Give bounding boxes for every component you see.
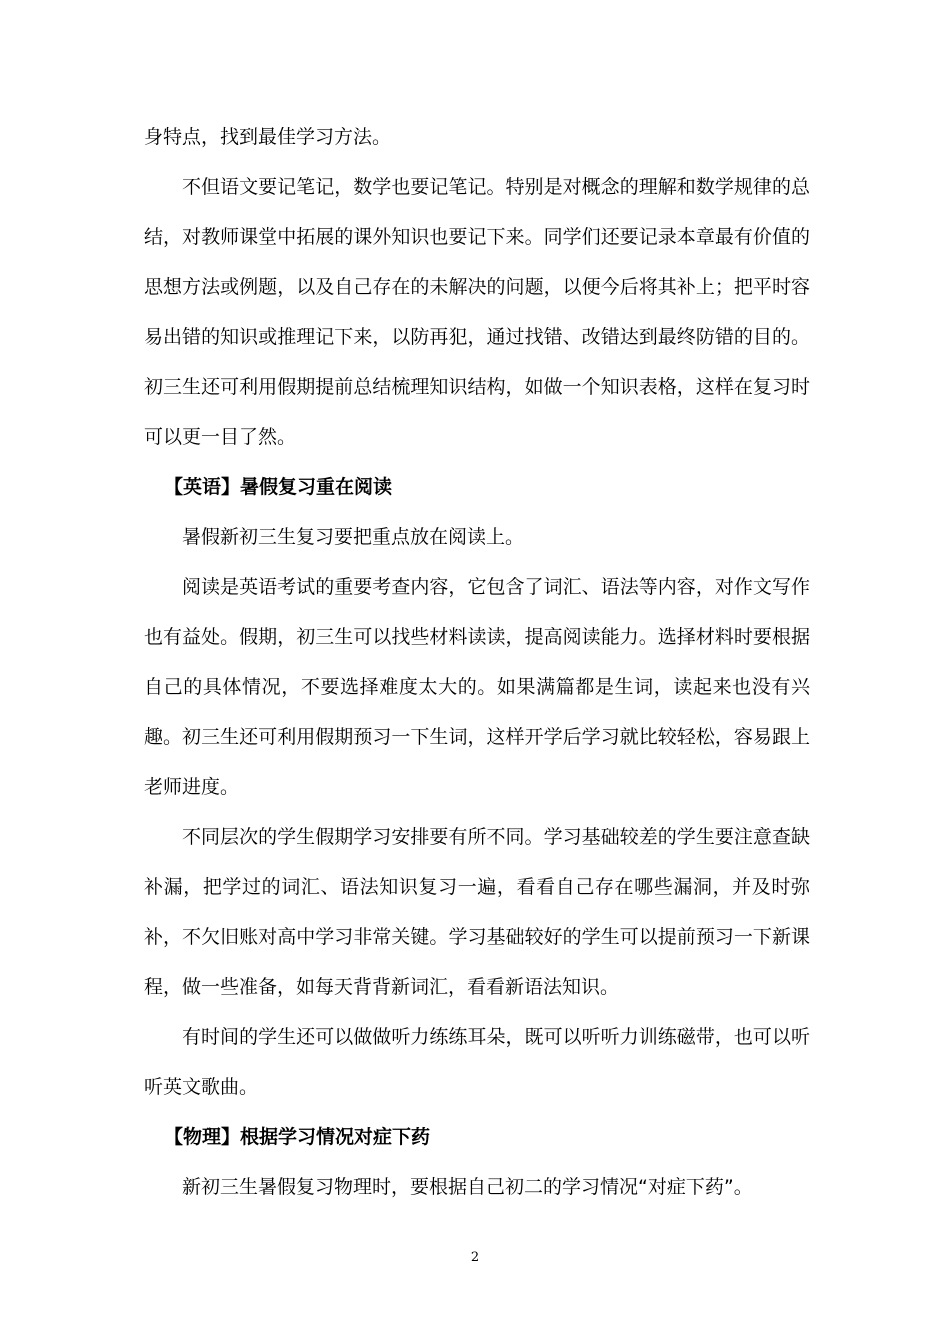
paragraph-1: 身特点，找到最佳学习方法。 xyxy=(144,126,392,148)
paragraph-4: 阅读是英语考试的重要考查内容，它包含了词汇、语法等内容，对作文写作也有益处。假期，初三生可以找些材料读读，提高阅读能力。选择材料时要根据自己的具体情况，不要选择难度太大的。如果满篇都是生词，读起来也没有兴趣。初三生还可利用假期预习一下生词，这样开学后学习就比较轻松，容易跟上老师进度。 xyxy=(144,576,810,798)
paragraph-7: 新初三生暑假复习物理时，要根据自己初二的学习情况“对症下药”。 xyxy=(182,1176,753,1198)
section-heading-physics: 【物理】根据学习情况对症下药 xyxy=(164,1126,431,1148)
paragraph-2: 不但语文要记笔记，数学也要记笔记。特别是对概念的理解和数学规律的总结，对教师课堂中拓展的课外知识也要记下来。同学们还要记录本章最有价值的思想方法或例题，以及自己存在的未解决的问题，以便今后将其补上；把平时容易出错的知识或推理记下来，以防再犯，通过找错、改错达到最终防错的目的。初三生还可利用假期提前总结梳理知识结构，如做一个知识表格，这样在复习时可以更一目了然。 xyxy=(144,176,810,448)
document-body xyxy=(144,112,810,1212)
page-number: 2 xyxy=(470,1250,480,1265)
paragraph-5: 不同层次的学生假期学习安排要有所不同。学习基础较差的学生要注意查缺补漏，把学过的词汇、语法知识复习一遍，看看自己存在哪些漏洞，并及时弥补，不欠旧账对高中学习非常关键。学习基础较好的学生可以提前预习一下新课程，做一些准备，如每天背背新词汇，看看新语法知识。 xyxy=(144,826,810,998)
paragraph-6: 有时间的学生还可以做做听力练练耳朵，既可以听听力训练磁带，也可以听听英文歌曲。 xyxy=(144,1026,810,1098)
section-heading-english: 【英语】暑假复习重在阅读 xyxy=(164,476,393,498)
paragraph-3: 暑假新初三生复习要把重点放在阅读上。 xyxy=(182,526,525,548)
